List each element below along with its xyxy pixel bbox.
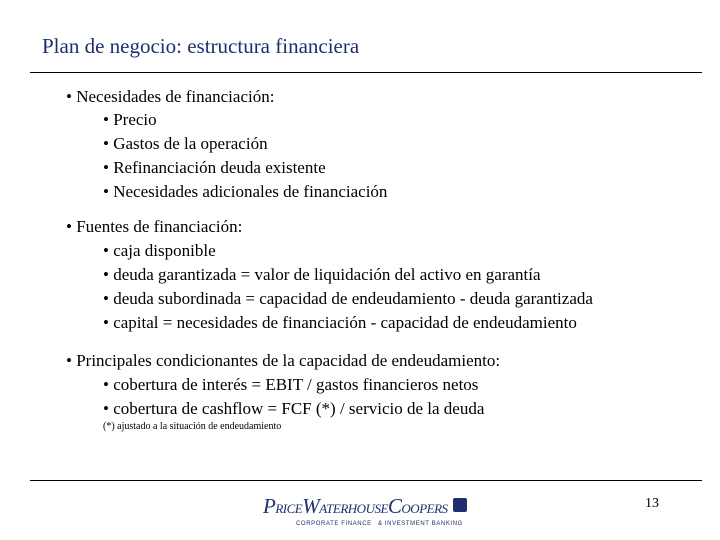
company-logo [263,494,473,534]
section-1-item: • Refinanciación deuda existente [103,158,326,177]
title-divider [30,72,702,73]
logo-letters: ATERHOUSE [319,501,388,516]
logo-subtitle-right: & INVESTMENT BANKING [378,521,463,527]
footer-divider [30,480,702,481]
logo-letter: W [302,494,320,518]
section-1-item: • Gastos de la operación [103,134,268,153]
logo-mark-icon [453,498,467,512]
section-3-item: • cobertura de interés = EBIT / gastos financieros netos [103,375,479,394]
section-2-item: • caja disponible [103,241,216,260]
section-3-heading: • Principales condicionantes de la capacidad de endeudamiento: [66,351,501,370]
section-2-item: • deuda garantizada = valor de liquidación del activo en garantía [103,265,541,284]
section-1-item: • Necesidades adicionales de financiación [103,182,388,201]
section-1-heading: • Necesidades de financiación: [66,87,275,106]
logo-subtitle-left: CORPORATE FINANCE [296,521,372,527]
logo-letter: P [263,494,276,518]
section-2-item: • deuda subordinada = capacidad de endeudamiento - deuda garantizada [103,289,593,308]
logo-letter: C [387,494,402,518]
section-2-item: • capital = necesidades de financiación - capacidad de endeudamiento [103,313,577,332]
logo-wordmark [263,494,448,519]
page-number: 13 [645,496,659,511]
section-2-heading: • Fuentes de financiación: [66,217,243,236]
slide-title: Plan de negocio: estructura financiera [42,34,360,58]
logo-letters: RICE [275,501,303,516]
logo-letters: OOPERS [401,501,448,516]
section-3-item: • cobertura de cashflow = FCF (*) / servicio de la deuda [103,399,485,418]
footnote: (*) ajustado a la situación de endeudamiento [103,421,282,432]
section-1-item: • Precio [103,110,157,129]
